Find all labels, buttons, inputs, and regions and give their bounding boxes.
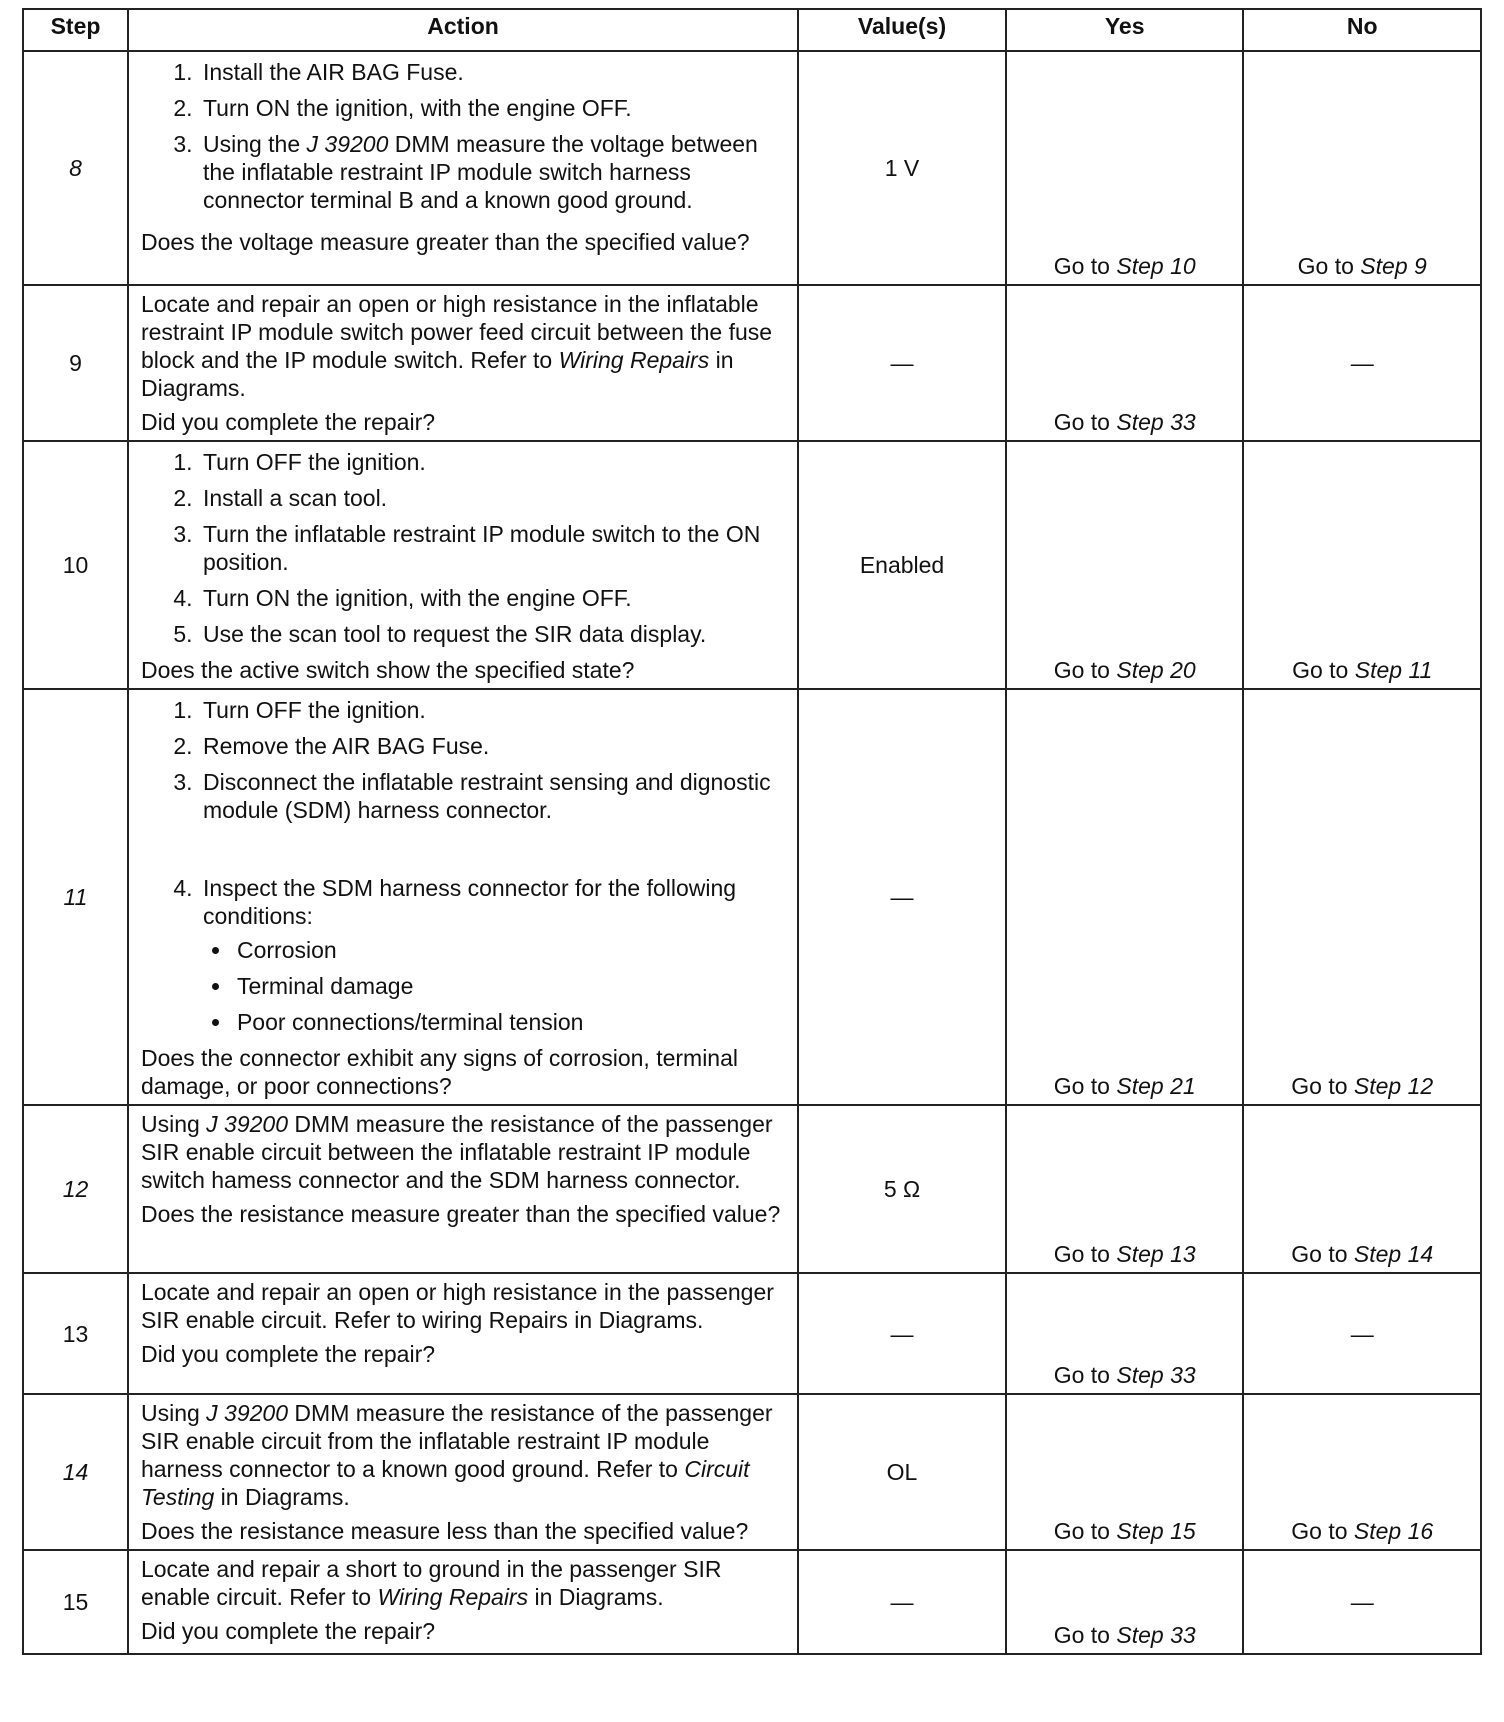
step-number: 14 bbox=[23, 1394, 128, 1550]
action-steps bbox=[141, 696, 787, 1036]
no-cell: Go to Step 11 bbox=[1243, 441, 1481, 689]
no-cell: Go to Step 14 bbox=[1243, 1105, 1481, 1273]
yes-cell: Go to Step 21 bbox=[1006, 689, 1244, 1105]
header-row bbox=[23, 9, 1481, 51]
action-paragraph: Using J 39200 DMM measure the resistance of the passenger SIR enable circuit from the inflatable restraint IP module harness connector to a known good ground. Refer to Circuit Testing in Diagrams. bbox=[140, 1400, 773, 1510]
table-row bbox=[23, 441, 1481, 689]
value-cell: — bbox=[798, 1550, 1006, 1654]
action-step: 5. Use the scan tool to request the SIR data display. bbox=[199, 620, 787, 648]
action-question: Did you complete the repair? bbox=[140, 1618, 436, 1644]
action-step: 4. Inspect the SDM harness connector for the following conditions: • Corrosion • Terminal damage • Poor connections/terminal tension bbox=[199, 874, 787, 1036]
table-row bbox=[23, 689, 1481, 1105]
action-paragraph: Locate and repair an open or high resistance in the inflatable restraint IP module switch power feed circuit between the fuse block and the IP module switch. Refer to Wiring Repairs in Diagrams. bbox=[140, 291, 773, 401]
step-number: 9 bbox=[23, 285, 128, 441]
value-cell: — bbox=[798, 1273, 1006, 1394]
header-step: Step bbox=[23, 9, 128, 51]
value-cell: OL bbox=[798, 1394, 1006, 1550]
step-number: 10 bbox=[23, 441, 128, 689]
action-question: Does the voltage measure greater than the specified value? bbox=[140, 229, 750, 255]
step-number: 8 bbox=[23, 51, 128, 285]
step-number: 15 bbox=[23, 1550, 128, 1654]
action-question: Did you complete the repair? bbox=[140, 1341, 436, 1367]
value-cell: Enabled bbox=[798, 441, 1006, 689]
table-row bbox=[23, 285, 1481, 441]
yes-cell: Go to Step 20 bbox=[1006, 441, 1244, 689]
value-cell: 1 V bbox=[798, 51, 1006, 285]
yes-cell: Go to Step 33 bbox=[1006, 1550, 1244, 1654]
header-action: Action bbox=[128, 9, 798, 51]
step-number: 13 bbox=[23, 1273, 128, 1394]
value-cell: — bbox=[798, 285, 1006, 441]
action-steps bbox=[141, 448, 787, 648]
action-question: Did you complete the repair? bbox=[140, 409, 436, 435]
action-cell bbox=[128, 1550, 798, 1654]
action-cell bbox=[128, 1273, 798, 1394]
step-number: 11 bbox=[23, 689, 128, 1105]
list-item: • Terminal damage bbox=[233, 972, 787, 1000]
list-item: • Corrosion bbox=[233, 936, 787, 964]
yes-cell: Go to Step 33 bbox=[1006, 285, 1244, 441]
action-cell bbox=[128, 285, 798, 441]
action-step: 4. Turn ON the ignition, with the engine OFF. bbox=[199, 584, 787, 612]
action-question: Does the connector exhibit any signs of corrosion, terminal damage, or poor connections? bbox=[140, 1045, 738, 1099]
value-cell: 5 Ω bbox=[798, 1105, 1006, 1273]
action-step: 1. Turn OFF the ignition. bbox=[199, 696, 787, 724]
action-step: 3. Using the J 39200 DMM measure the voltage between the inflatable restraint IP module switch harness connector terminal B and a known good ground. bbox=[199, 130, 787, 214]
action-steps bbox=[141, 54, 787, 222]
action-step: 1. Install the AIR BAG Fuse. bbox=[199, 58, 787, 86]
table-row bbox=[23, 1550, 1481, 1654]
action-step: 1. Turn OFF the ignition. bbox=[199, 448, 787, 476]
table-row bbox=[23, 51, 1481, 285]
value-cell: — bbox=[798, 689, 1006, 1105]
action-step: 3. Disconnect the inflatable restraint sensing and dignostic module (SDM) harness connector. bbox=[199, 768, 787, 824]
no-cell: — bbox=[1243, 1550, 1481, 1654]
table-row bbox=[23, 1273, 1481, 1394]
no-cell: — bbox=[1243, 1273, 1481, 1394]
yes-cell: Go to Step 33 bbox=[1006, 1273, 1244, 1394]
action-step: 2. Turn ON the ignition, with the engine OFF. bbox=[199, 94, 787, 122]
action-cell bbox=[128, 689, 798, 1105]
action-question: Does the active switch show the specified state? bbox=[140, 657, 635, 683]
header-value: Value(s) bbox=[798, 9, 1006, 51]
no-cell: Go to Step 9 bbox=[1243, 51, 1481, 285]
diagnostic-table bbox=[22, 8, 1482, 1655]
action-cell bbox=[128, 1105, 798, 1273]
step-number: 12 bbox=[23, 1105, 128, 1273]
action-cell bbox=[128, 51, 798, 285]
action-paragraph: Locate and repair an open or high resistance in the passenger SIR enable circuit. Refer to wiring Repairs in Diagrams. bbox=[140, 1279, 774, 1333]
no-cell: Go to Step 12 bbox=[1243, 689, 1481, 1105]
action-step: 3. Turn the inflatable restraint IP module switch to the ON position. bbox=[199, 520, 787, 576]
yes-cell: Go to Step 15 bbox=[1006, 1394, 1244, 1550]
no-cell: — bbox=[1243, 285, 1481, 441]
action-cell bbox=[128, 441, 798, 689]
action-question: Does the resistance measure less than the specified value? bbox=[140, 1518, 749, 1544]
header-no: No bbox=[1243, 9, 1481, 51]
table-row bbox=[23, 1394, 1481, 1550]
condition-list bbox=[203, 936, 787, 1036]
yes-cell: Go to Step 10 bbox=[1006, 51, 1244, 285]
action-paragraph: Locate and repair a short to ground in the passenger SIR enable circuit. Refer to Wiring Repairs in Diagrams. bbox=[140, 1556, 722, 1610]
header-yes: Yes bbox=[1006, 9, 1244, 51]
action-step: 2. Install a scan tool. bbox=[199, 484, 787, 512]
yes-cell: Go to Step 13 bbox=[1006, 1105, 1244, 1273]
list-item: • Poor connections/terminal tension bbox=[233, 1008, 787, 1036]
action-cell bbox=[128, 1394, 798, 1550]
no-cell: Go to Step 16 bbox=[1243, 1394, 1481, 1550]
action-paragraph: Using J 39200 DMM measure the resistance of the passenger SIR enable circuit between the inflatable restraint IP module switch hamess connector and the SDM harness connector. bbox=[140, 1111, 773, 1193]
action-step: 2. Remove the AIR BAG Fuse. bbox=[199, 732, 787, 760]
table-row bbox=[23, 1105, 1481, 1273]
action-question: Does the resistance measure greater than the specified value? bbox=[140, 1201, 781, 1227]
